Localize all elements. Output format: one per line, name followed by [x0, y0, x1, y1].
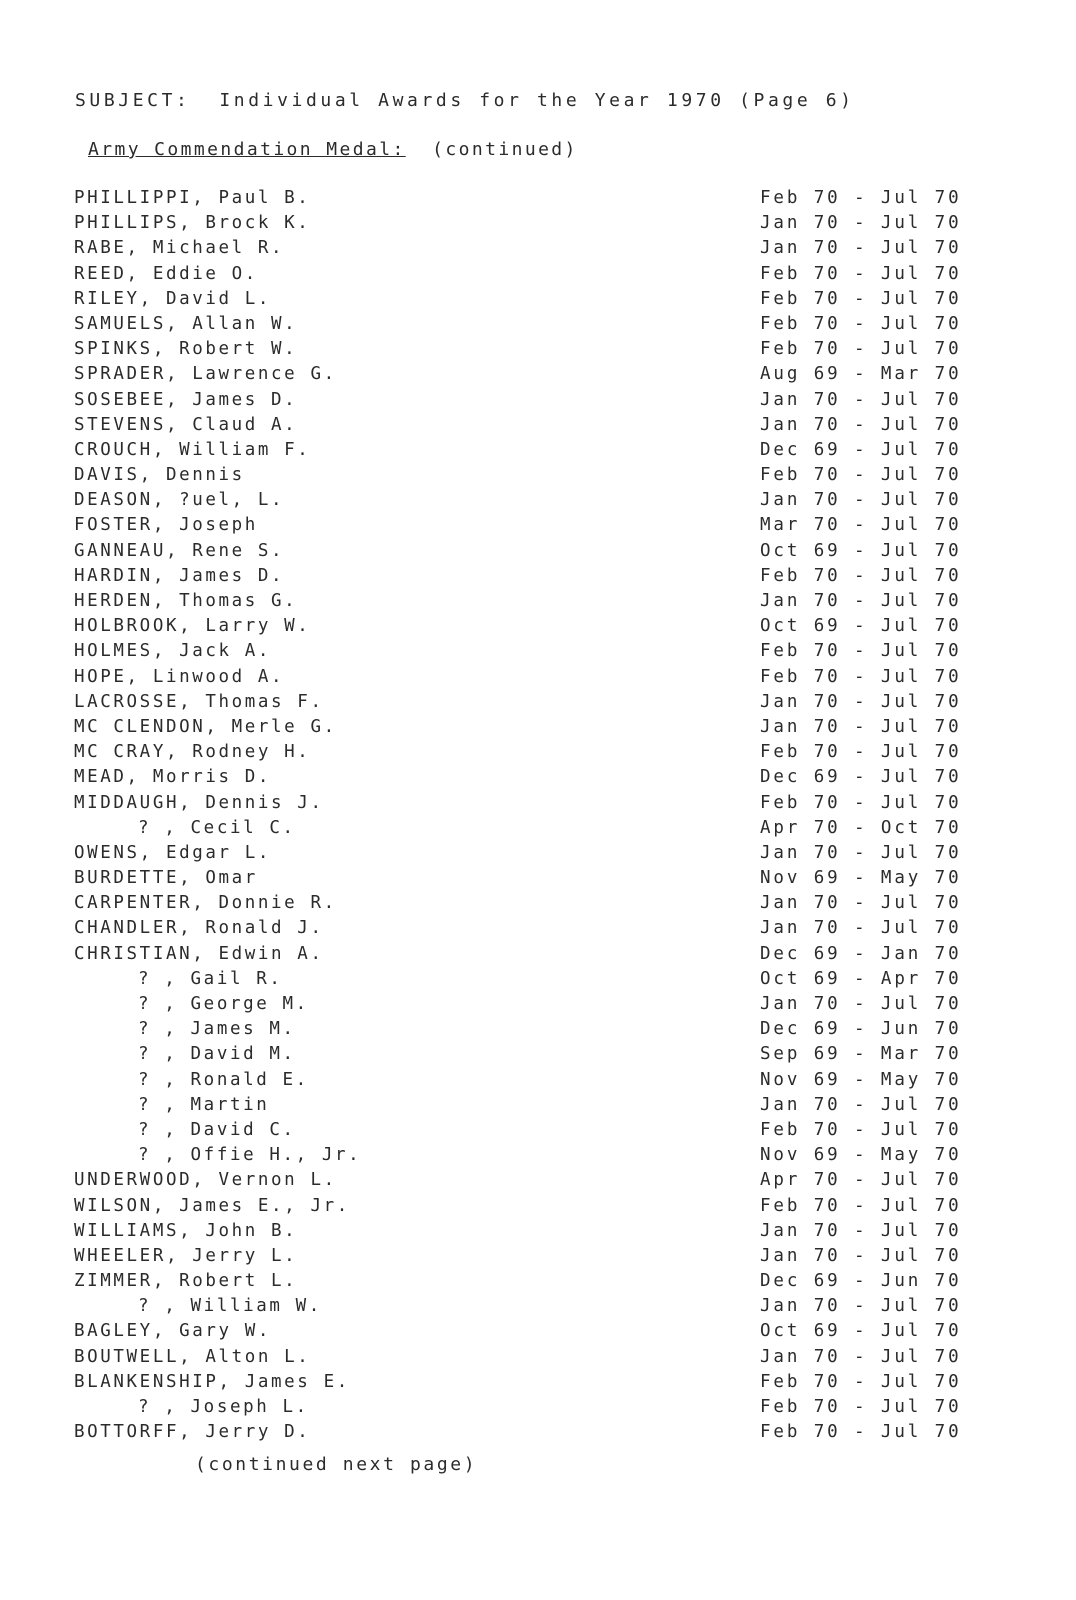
recipient-name: PHILLIPS, Brock K. [74, 213, 311, 234]
recipient-name: WILSON, James E., Jr. [74, 1195, 350, 1216]
award-period: Nov 69 - May 70 [760, 1145, 962, 1166]
award-period: Apr 70 - Jul 70 [760, 1170, 962, 1191]
award-entry [72, 1319, 992, 1344]
award-entry [72, 1395, 992, 1420]
award-period: Aug 69 - Mar 70 [760, 364, 962, 385]
award-period: Dec 69 - Jan 70 [760, 943, 962, 964]
award-entry [72, 665, 992, 690]
award-period: Jan 70 - Jul 70 [760, 893, 962, 914]
award-entry [72, 1194, 992, 1219]
award-entry [72, 942, 992, 967]
award-period: Oct 69 - Apr 70 [760, 968, 962, 989]
award-period: Oct 69 - Jul 70 [760, 540, 962, 561]
award-entry [72, 564, 992, 589]
award-period: Feb 70 - Jul 70 [760, 792, 962, 813]
award-period: Jan 70 - Jul 70 [760, 389, 962, 410]
recipient-name: ? , Offie H., Jr. [138, 1145, 362, 1166]
award-entry [72, 916, 992, 941]
subject-line: SUBJECT: Individual Awards for the Year 1970 (Page 6) [75, 90, 855, 111]
award-entry [72, 413, 992, 438]
award-entry [72, 589, 992, 614]
award-period: Oct 69 - Jul 70 [760, 1321, 962, 1342]
award-period: Feb 70 - Jul 70 [760, 1119, 962, 1140]
recipient-name: REED, Eddie O. [74, 263, 258, 284]
award-period: Feb 70 - Jul 70 [760, 565, 962, 586]
recipient-name: CROUCH, William F. [74, 439, 311, 460]
recipient-name: LACROSSE, Thomas F. [74, 691, 324, 712]
award-entry [72, 211, 992, 236]
award-period: Jan 70 - Jul 70 [760, 591, 962, 611]
recipient-name: DAVIS, Dennis [74, 465, 245, 486]
award-period: Jan 70 - Jul 70 [760, 1220, 962, 1241]
section-title: Army Commendation Medal: [88, 139, 406, 160]
recipient-name: MIDDAUGH, Dennis J. [74, 792, 324, 813]
award-entry [72, 1420, 992, 1445]
recipient-name: ? , Cecil C. [138, 817, 296, 838]
award-period: Sep 69 - Mar 70 [760, 1044, 962, 1065]
recipient-name: SPINKS, Robert W. [74, 339, 298, 360]
award-period: Feb 70 - Jul 70 [760, 339, 962, 360]
award-entry [72, 1370, 992, 1395]
award-period: Feb 70 - Jul 70 [760, 263, 962, 284]
award-entry [72, 539, 992, 564]
award-entry [72, 1294, 992, 1319]
award-entry [72, 841, 992, 866]
award-period: Jan 70 - Jul 70 [760, 1094, 962, 1115]
award-entry [72, 1219, 992, 1244]
recipient-name: ? , William W. [138, 1296, 322, 1317]
award-list [72, 186, 992, 1445]
recipient-name: RABE, Michael R. [74, 238, 285, 259]
recipient-name: SPRADER, Lawrence G. [74, 364, 337, 385]
award-period: Apr 70 - Oct 70 [760, 817, 962, 838]
recipient-name: SAMUELS, Allan W. [74, 313, 298, 334]
recipient-name: ? , Gail R. [138, 968, 283, 989]
recipient-name: PHILLIPPI, Paul B. [74, 188, 311, 208]
award-period: Jan 70 - Jul 70 [760, 213, 962, 234]
recipient-name: CARPENTER, Donnie R. [74, 893, 337, 914]
award-period: Mar 70 - Jul 70 [760, 515, 962, 536]
award-period: Feb 70 - Jul 70 [760, 1422, 962, 1443]
recipient-name: WHEELER, Jerry L. [74, 1245, 298, 1266]
recipient-name: UNDERWOOD, Vernon L. [74, 1170, 337, 1191]
award-entry [72, 1017, 992, 1042]
award-period: Dec 69 - Jul 70 [760, 767, 962, 788]
recipient-name: HOLBROOK, Larry W. [74, 616, 311, 637]
award-period: Nov 69 - May 70 [760, 1069, 962, 1090]
section-heading [88, 139, 578, 160]
award-period: Oct 69 - Jul 70 [760, 616, 962, 637]
award-entry [72, 791, 992, 816]
award-entry [72, 312, 992, 337]
award-period: Feb 70 - Jul 70 [760, 666, 962, 687]
recipient-name: ? , Ronald E. [138, 1069, 309, 1090]
award-period: Feb 70 - Jul 70 [760, 288, 962, 309]
award-entry [72, 1345, 992, 1370]
award-period: Feb 70 - Jul 70 [760, 465, 962, 486]
award-entry [72, 362, 992, 387]
recipient-name: GANNEAU, Rene S. [74, 540, 285, 561]
recipient-name: ZIMMER, Robert L. [74, 1271, 298, 1292]
award-entry [72, 1269, 992, 1294]
award-period: Nov 69 - May 70 [760, 868, 962, 889]
recipient-name: ? , James M. [138, 1019, 296, 1040]
award-period: Jan 70 - Jul 70 [760, 490, 962, 511]
recipient-name: DEASON, ?uel, L. [74, 490, 285, 511]
recipient-name: MEAD, Morris D. [74, 767, 272, 788]
recipient-name: ? , David C. [138, 1119, 296, 1140]
recipient-name: BURDETTE, Omar [74, 868, 258, 889]
award-entry [72, 488, 992, 513]
award-entry [72, 388, 992, 413]
recipient-name: HOLMES, Jack A. [74, 641, 272, 662]
award-period: Dec 69 - Jun 70 [760, 1271, 962, 1292]
recipient-name: STEVENS, Claud A. [74, 414, 298, 435]
recipient-name: ? , George M. [138, 994, 309, 1014]
award-entry [72, 186, 992, 211]
recipient-name: HOPE, Linwood A. [74, 666, 285, 687]
award-entry [72, 866, 992, 891]
award-entry [72, 438, 992, 463]
award-period: Jan 70 - Jul 70 [760, 691, 962, 712]
award-period: Feb 70 - Jul 70 [760, 313, 962, 334]
award-period: Feb 70 - Jul 70 [760, 641, 962, 662]
award-entry [72, 1244, 992, 1269]
award-entry [72, 967, 992, 992]
section-note: (continued) [432, 139, 578, 160]
recipient-name: ? , David M. [138, 1044, 296, 1065]
award-entry [72, 1168, 992, 1193]
award-period: Feb 70 - Jul 70 [760, 742, 962, 763]
award-entry [72, 992, 992, 1017]
award-period: Jan 70 - Jul 70 [760, 994, 962, 1014]
recipient-name: BLANKENSHIP, James E. [74, 1371, 350, 1392]
award-entry [72, 287, 992, 312]
recipient-name: HARDIN, James D. [74, 565, 285, 586]
recipient-name: MC CLENDON, Merle G. [74, 716, 337, 737]
award-entry [72, 513, 992, 538]
award-period: Jan 70 - Jul 70 [760, 842, 962, 863]
award-entry [72, 715, 992, 740]
award-period: Jan 70 - Jul 70 [760, 238, 962, 259]
award-period: Jan 70 - Jul 70 [760, 716, 962, 737]
award-period: Jan 70 - Jul 70 [760, 918, 962, 939]
award-entry [72, 337, 992, 362]
award-period: Jan 70 - Jul 70 [760, 1346, 962, 1367]
award-entry [72, 765, 992, 790]
award-period: Feb 70 - Jul 70 [760, 1195, 962, 1216]
award-period: Feb 70 - Jul 70 [760, 188, 962, 208]
award-period: Jan 70 - Jul 70 [760, 414, 962, 435]
award-entry [72, 1143, 992, 1168]
award-entry [72, 463, 992, 488]
recipient-name: WILLIAMS, John B. [74, 1220, 298, 1241]
award-entry [72, 816, 992, 841]
recipient-name: HERDEN, Thomas G. [74, 591, 298, 611]
recipient-name: FOSTER, Joseph [74, 515, 258, 536]
award-period: Dec 69 - Jul 70 [760, 439, 962, 460]
award-period: Dec 69 - Jun 70 [760, 1019, 962, 1040]
award-period: Jan 70 - Jul 70 [760, 1296, 962, 1317]
recipient-name: ? , Martin [138, 1094, 270, 1115]
award-entry [72, 690, 992, 715]
award-period: Feb 70 - Jul 70 [760, 1371, 962, 1392]
recipient-name: ? , Joseph L. [138, 1397, 309, 1417]
recipient-name: CHANDLER, Ronald J. [74, 918, 324, 939]
continued-note: (continued next page) [195, 1454, 478, 1475]
award-entry [72, 1042, 992, 1067]
award-period: Feb 70 - Jul 70 [760, 1397, 962, 1417]
recipient-name: SOSEBEE, James D. [74, 389, 298, 410]
recipient-name: CHRISTIAN, Edwin A. [74, 943, 324, 964]
award-entry [72, 1093, 992, 1118]
award-entry [72, 1118, 992, 1143]
recipient-name: BAGLEY, Gary W. [74, 1321, 272, 1342]
award-entry [72, 891, 992, 916]
recipient-name: OWENS, Edgar L. [74, 842, 272, 863]
award-entry [72, 639, 992, 664]
recipient-name: BOUTWELL, Alton L. [74, 1346, 311, 1367]
award-entry [72, 614, 992, 639]
award-entry [72, 740, 992, 765]
award-period: Jan 70 - Jul 70 [760, 1245, 962, 1266]
recipient-name: BOTTORFF, Jerry D. [74, 1422, 311, 1443]
award-entry [72, 236, 992, 261]
award-entry [72, 1068, 992, 1093]
award-entry [72, 262, 992, 287]
recipient-name: RILEY, David L. [74, 288, 272, 309]
recipient-name: MC CRAY, Rodney H. [74, 742, 311, 763]
